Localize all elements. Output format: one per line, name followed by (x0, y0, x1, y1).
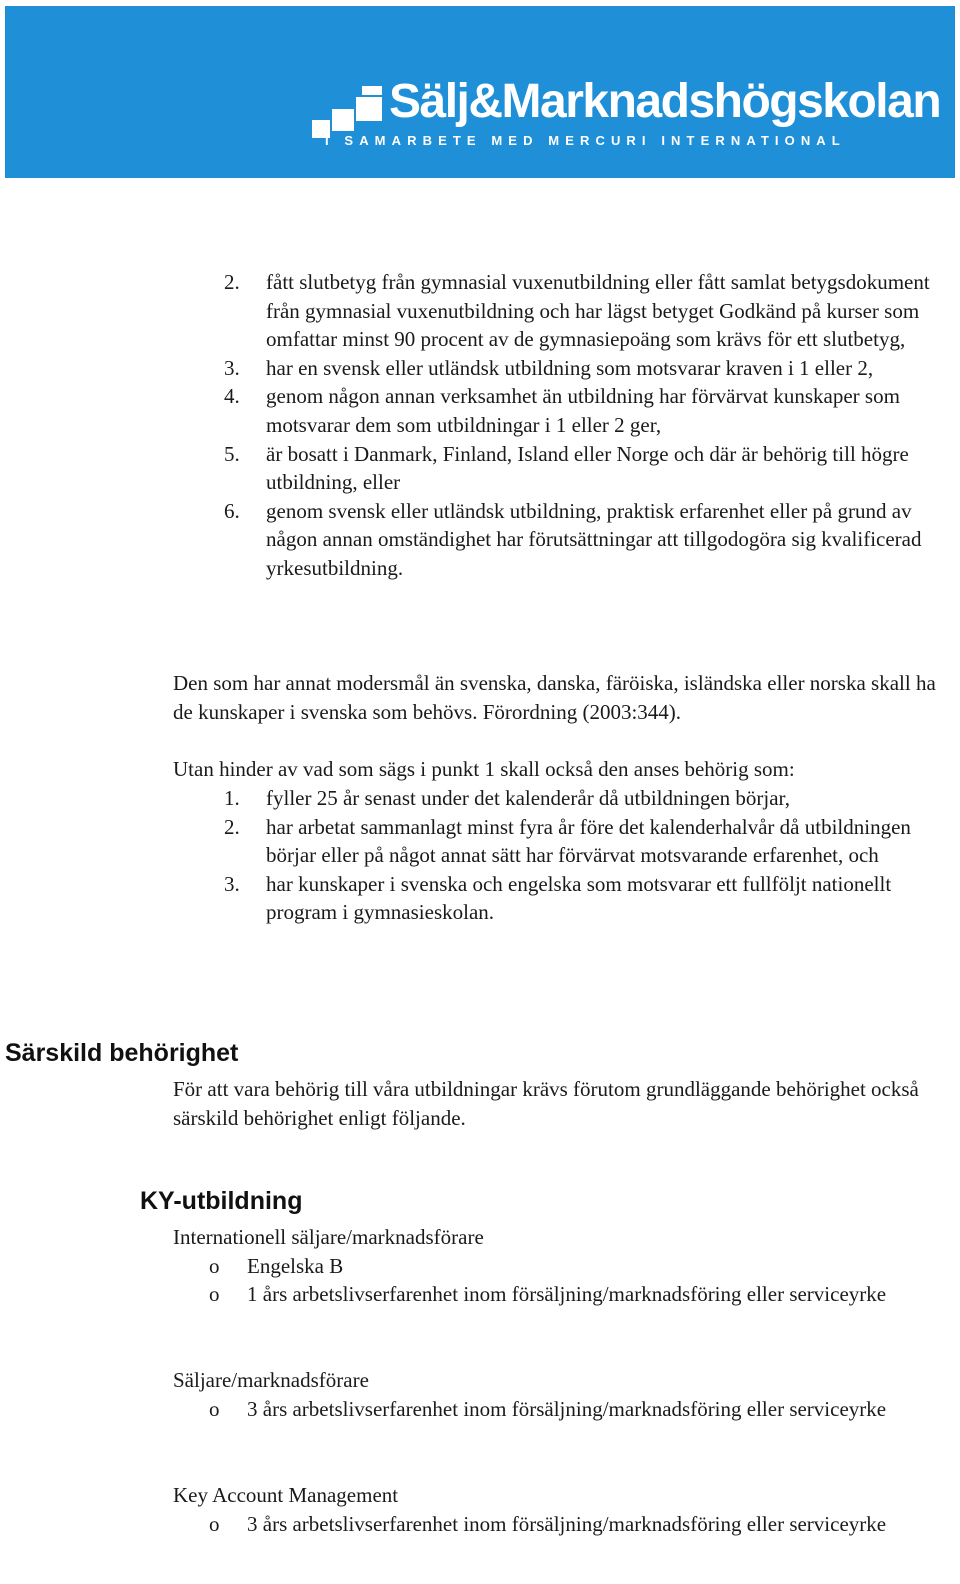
brand-tagline: I SAMARBETE MED MERCURI INTERNATIONAL (325, 133, 846, 148)
program-name: Internationell säljare/marknadsförare (173, 1225, 484, 1249)
requirement-list (173, 1395, 948, 1424)
requirement-text: 1 års arbetslivserfarenhet inom försäljning/marknadsföring eller serviceyrke (247, 1282, 887, 1307)
list-number: 6. (224, 498, 240, 523)
list-item (224, 870, 948, 927)
basic-eligibility-list (224, 268, 948, 583)
list-item-text: har arbetat sammanlagt minst fyra år före det kalenderhalvår då utbildningen börjar eller på något annat sätt har förvärvat motsvarande erfarenhet, och (266, 814, 911, 868)
requirement-text: 3 års arbetslivserfarenhet inom försäljning/marknadsföring eller serviceyrke (247, 1396, 887, 1421)
bullet-icon: o (209, 1253, 220, 1278)
header-banner (5, 6, 955, 178)
program-block (173, 1481, 948, 1538)
list-item-text: fyller 25 år senast under det kalenderår då utbildningen börjar, (266, 786, 790, 810)
list-item-text: har en svensk eller utländsk utbildning som motsvarar kraven i 1 eller 2, (266, 355, 874, 380)
language-requirement-paragraph: Den som har annat modersmål än svenska, danska, färöiska, isländska eller norska skall ha de kunskaper i svenska som behövs. Förordning (2003:344). (173, 671, 936, 724)
program-name: Säljare/marknadsförare (173, 1368, 369, 1392)
list-item-text: fått slutbetyg från gymnasial vuxenutbildning eller fått samlat betygsdokument från gymnasial vuxenutbildning och har lägst betyget Godkänd på kurser som omfattar minst 90 procent av de gymnasiepoäng som krävs för ett slutbetyg, (266, 270, 930, 352)
list-item (224, 813, 948, 870)
list-item (173, 1510, 948, 1539)
list-item-text: genom någon annan verksamhet än utbildning har förvärvat kunskaper som motsvarar dem som utbildningar i 1 eller 2 ger, (266, 384, 900, 437)
section-heading-ky: KY-utbildning (140, 1187, 303, 1215)
requirement-list (173, 1252, 948, 1309)
list-item (224, 268, 948, 354)
special-eligibility-intro: För att vara behörig till våra utbildningar krävs förutom grundläggande behörighet också särskild behörighet enligt följande. (173, 1077, 919, 1130)
bullet-icon: o (209, 1396, 220, 1421)
list-item-text: har kunskaper i svenska och engelska som motsvarar ett fullföljt nationellt program i gymnasieskolan. (266, 871, 892, 925)
list-number: 4. (224, 384, 240, 409)
list-item-text: genom svensk eller utländsk utbildning, praktisk erfarenhet eller på grund av någon annan omständighet har förutsättningar att tillgodogöra sig kvalificerad yrkesutbildning. (266, 498, 922, 580)
list-number: 2. (224, 814, 240, 839)
list-item (224, 354, 948, 383)
list-number: 5. (224, 441, 240, 466)
list-item (224, 497, 948, 583)
bullet-icon: o (209, 1511, 220, 1536)
list-item (224, 382, 948, 439)
requirement-text: Engelska B (247, 1253, 344, 1278)
section-heading-special-eligibility: Särskild behörighet (5, 1039, 239, 1067)
program-block (173, 1366, 948, 1423)
list-item (224, 784, 948, 813)
brand-name: Sälj&Marknadshögskolan (389, 75, 941, 128)
list-number: 1. (224, 786, 240, 810)
requirement-list (173, 1510, 948, 1539)
list-item-text: är bosatt i Danmark, Finland, Island eller Norge och där är behörig till högre utbildning, eller (266, 441, 909, 495)
list-item (173, 1280, 948, 1309)
exception-intro: Utan hinder av vad som sägs i punkt 1 skall också den anses behörig som: (173, 757, 795, 781)
list-item (173, 1252, 948, 1281)
bullet-icon: o (209, 1282, 220, 1307)
exception-list (224, 784, 948, 927)
requirement-text: 3 års arbetslivserfarenhet inom försäljning/marknadsföring eller serviceyrke (247, 1511, 887, 1536)
list-number: 3. (224, 871, 240, 896)
list-item (173, 1395, 948, 1424)
program-block (173, 1223, 948, 1309)
list-number: 2. (224, 270, 240, 294)
list-item (224, 440, 948, 497)
program-name: Key Account Management (173, 1483, 399, 1507)
list-number: 3. (224, 355, 240, 380)
